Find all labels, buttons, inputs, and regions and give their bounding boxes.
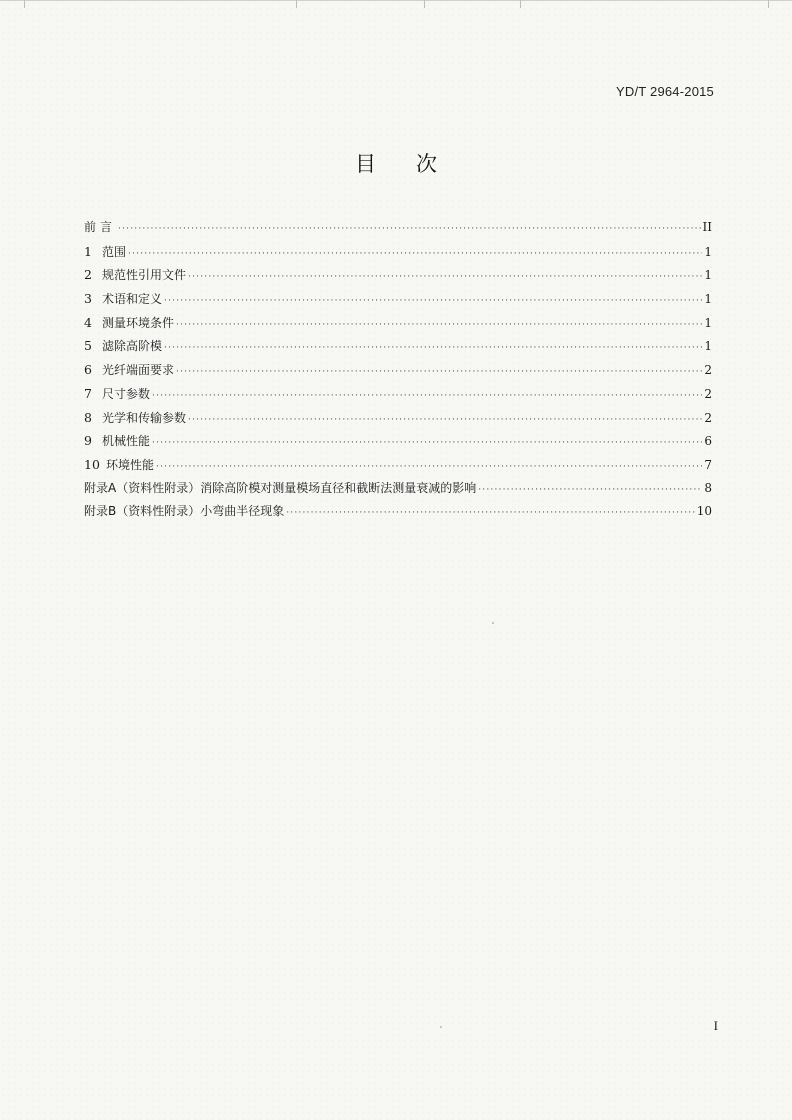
toc-entry-label: 环境性能 bbox=[106, 457, 155, 472]
toc-entry-label: 滤除高阶模 bbox=[102, 339, 163, 354]
page-title-char-2: 次 bbox=[416, 152, 437, 176]
toc-entry-8[interactable] bbox=[84, 406, 712, 430]
toc-entry-number: 2 bbox=[84, 267, 92, 283]
toc-dot-leader bbox=[152, 385, 702, 409]
table-of-contents bbox=[84, 216, 712, 524]
toc-entry-10[interactable] bbox=[84, 453, 712, 477]
toc-entry-7[interactable] bbox=[84, 382, 712, 406]
toc-dot-leader bbox=[176, 361, 702, 385]
toc-entry-page: 7 bbox=[704, 457, 712, 472]
toc-entry-foreword[interactable] bbox=[84, 216, 712, 240]
toc-entry-page: 10 bbox=[696, 504, 712, 519]
toc-entry-number: 7 bbox=[84, 385, 92, 401]
toc-dot-leader bbox=[188, 409, 702, 433]
toc-entry-page: 8 bbox=[704, 480, 712, 495]
toc-entry-page: 1 bbox=[704, 268, 712, 283]
toc-dot-leader bbox=[164, 337, 702, 361]
toc-entry-number: 4 bbox=[84, 314, 92, 330]
toc-entry-label: 测量环境条件 bbox=[102, 315, 175, 330]
toc-entry-page: 2 bbox=[704, 363, 712, 378]
toc-entry-label: 附录A（资料性附录）消除高阶模对测量模场直径和截断法测量衰减的影响 bbox=[84, 480, 477, 495]
toc-entry-5[interactable] bbox=[84, 334, 712, 358]
toc-entry-1[interactable] bbox=[84, 240, 712, 264]
toc-entry-number: 10 bbox=[84, 456, 100, 472]
toc-entry-9[interactable] bbox=[84, 429, 712, 453]
toc-dot-leader bbox=[188, 266, 702, 290]
toc-entry-6[interactable] bbox=[84, 358, 712, 382]
toc-entry-page: 1 bbox=[704, 315, 712, 330]
toc-entry-label: 尺寸参数 bbox=[102, 386, 151, 401]
page-title-char-1: 目 bbox=[355, 152, 376, 176]
toc-entry-2[interactable] bbox=[84, 263, 712, 287]
toc-entry-number: 9 bbox=[84, 433, 92, 449]
page-title bbox=[0, 148, 792, 178]
toc-entry-label: 机械性能 bbox=[102, 434, 151, 449]
document-code: YD/T 2964-2015 bbox=[616, 84, 714, 99]
toc-dot-leader bbox=[286, 502, 694, 526]
scan-speck bbox=[440, 1026, 442, 1028]
toc-dot-leader bbox=[152, 432, 702, 456]
scan-mark bbox=[296, 0, 297, 8]
toc-entry-label: 光纤端面要求 bbox=[102, 363, 175, 378]
toc-entry-number: 1 bbox=[84, 243, 92, 259]
toc-entry-appendix-a[interactable] bbox=[84, 477, 712, 501]
toc-entry-number: 8 bbox=[84, 409, 92, 425]
toc-entry-4[interactable] bbox=[84, 311, 712, 335]
toc-dot-leader bbox=[478, 479, 702, 503]
toc-entry-label: 前言 bbox=[84, 220, 117, 234]
toc-entry-label: 规范性引用文件 bbox=[102, 268, 187, 283]
toc-dot-leader bbox=[128, 243, 702, 267]
toc-entry-number: 5 bbox=[84, 338, 92, 354]
scan-mark bbox=[768, 0, 769, 8]
toc-entry-appendix-b[interactable] bbox=[84, 500, 712, 524]
toc-entry-page: 1 bbox=[704, 244, 712, 259]
toc-entry-page: 2 bbox=[704, 410, 712, 425]
toc-entry-label: 范围 bbox=[102, 244, 127, 259]
toc-entry-label: 术语和定义 bbox=[102, 292, 163, 307]
scan-mark bbox=[520, 0, 521, 8]
page-number: I bbox=[713, 1018, 718, 1033]
toc-entry-page: II bbox=[702, 220, 712, 234]
toc-dot-leader bbox=[118, 218, 701, 242]
toc-dot-leader bbox=[176, 314, 702, 338]
toc-entry-3[interactable] bbox=[84, 287, 712, 311]
toc-entry-page: 2 bbox=[704, 386, 712, 401]
scan-mark bbox=[424, 0, 425, 8]
toc-entry-label: 光学和传输参数 bbox=[102, 410, 187, 425]
toc-entry-page: 1 bbox=[704, 292, 712, 307]
toc-entry-label: 附录B（资料性附录）小弯曲半径现象 bbox=[84, 504, 285, 519]
toc-entry-number: 6 bbox=[84, 362, 92, 378]
scan-mark bbox=[24, 0, 25, 8]
scan-speck bbox=[492, 622, 494, 624]
toc-entry-number: 3 bbox=[84, 291, 92, 307]
scan-edge bbox=[0, 0, 792, 10]
toc-dot-leader bbox=[164, 290, 702, 314]
toc-entry-page: 1 bbox=[704, 339, 712, 354]
toc-entry-page: 6 bbox=[704, 434, 712, 449]
